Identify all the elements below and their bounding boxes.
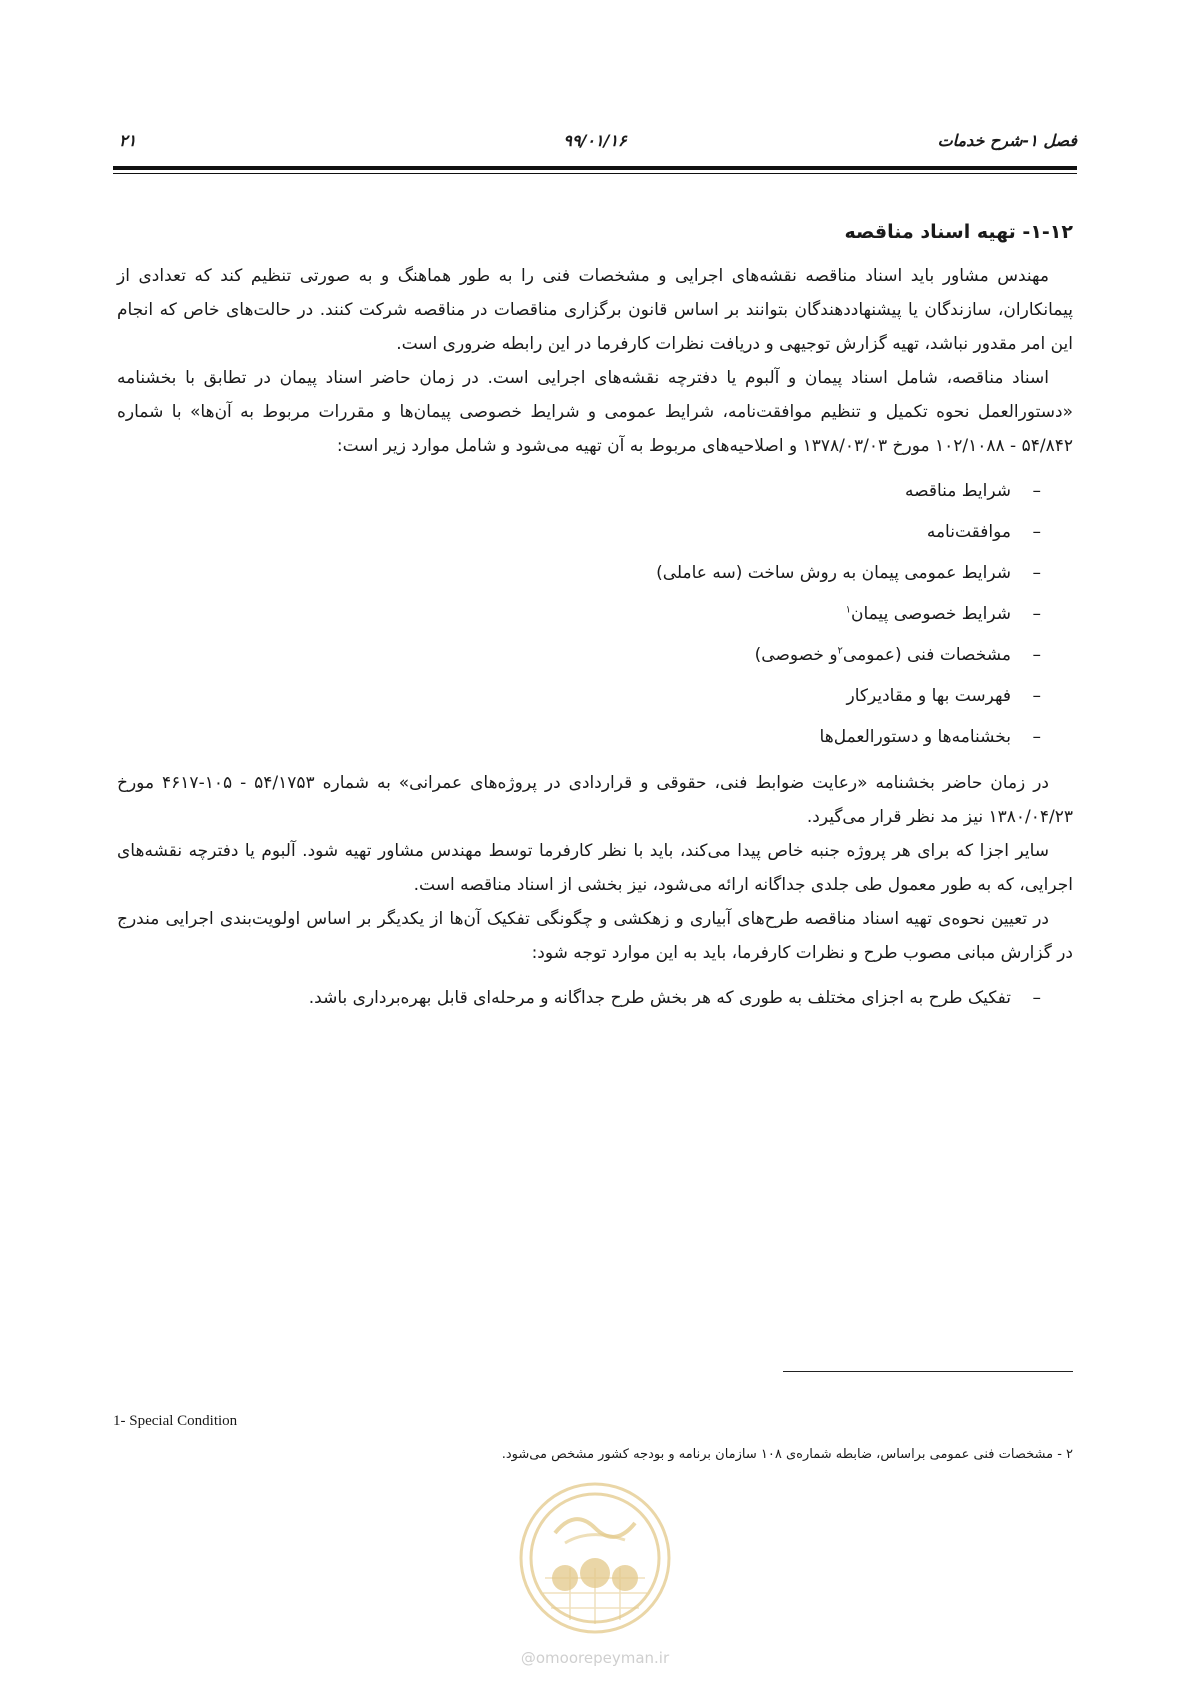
list-item: –شرایط خصوصی پیمان$^۱$	[845, 604, 1041, 624]
paragraph-3: در زمان حاضر بخشنامه «رعایت ضوابط فنی، حقوقی و قراردادی در پروژه‌های عمرانی» به شماره ۵۴/۱۷۵۳ - ۱۰۵-۴۶۱۷ مورخ ۱۳۸۰/۰۴/۲۳ نیز مد نظر قرار می‌گیرد.	[117, 773, 1073, 827]
page-number: ۲۱	[119, 131, 137, 150]
footnote-mark-2: ۲	[837, 645, 843, 657]
watermark-logo-icon	[515, 1478, 675, 1638]
header-date: ۹۹/۰۱/۱۶	[563, 131, 627, 150]
considerations-list	[117, 978, 1073, 1019]
paragraph-4: سایر اجزا که برای هر پروژه جنبه خاص پیدا می‌کند، باید با نظر کارفرما توسط مهندس مشاور تهیه شود. آلبوم یا دفترچه نقشه‌های اجرایی، که به طور معمول طی جلدی جداگانه ارائه می‌شود، نیز بخشی از اسناد مناقصه است.	[117, 841, 1073, 895]
chapter-title: فصل ۱-شرح خدمات	[937, 131, 1077, 150]
header-rule-thick	[113, 166, 1077, 170]
main-content	[117, 215, 1073, 1027]
list-item: –تفکیک طرح به اجزای مختلف به طوری که هر بخش طرح جداگانه و مرحله‌ای قابل بهره‌برداری باشد.	[308, 988, 1041, 1008]
watermark-site: @omoorepeyman.ir	[520, 1649, 670, 1667]
list-item: –بخشنامه‌ها و دستورالعمل‌ها	[819, 727, 1041, 747]
page-header	[113, 125, 1077, 155]
footnote-2: ۲ - مشخصات فنی عمومی براساس، ضابطه شماره‌ی ۱۰۸ سازمان برنامه و بودجه کشور مشخص می‌شود.	[501, 1447, 1073, 1462]
footnote-divider	[783, 1371, 1073, 1372]
header-rule-thin	[113, 173, 1077, 174]
paragraph-1: مهندس مشاور باید اسناد مناقصه نقشه‌های اجرایی و مشخصات فنی را به طور هماهنگ و به صورتی تنظیم کند که تعدادی از پیمانکاران، سازندگان یا پیشنهاددهندگان بتوانند بر اساس قانون برگزاری مناقصات در مناقصه شرکت کنند. در حالت‌های خاص که انجام این امر مقدور نباشد، تهیه گزارش توجیهی و دریافت نظرات کارفرما در این رابطه ضروری است.	[117, 266, 1073, 354]
list-item: –فهرست بها و مقادیرکار	[846, 686, 1041, 706]
paragraph-5: در تعیین نحوه‌ی تهیه اسناد مناقصه طرح‌های آبیاری و زهکشی و چگونگی تفکیک آن‌ها از یکدیگر بر اساس اولویت‌بندی اجرایی مندرج در گزارش مبانی مصوب طرح و نظرات کارفرما، باید به این موارد توجه شود:	[117, 909, 1073, 963]
paragraph-2: اسناد مناقصه، شامل اسناد پیمان و آلبوم یا دفترچه نقشه‌های اجرایی است. در زمان حاضر اسناد پیمان در تطابق با بخشنامه «دستورالعمل نحوه تکمیل و تنظیم موافقت‌نامه، شرایط عمومی و شرایط خصوصی پیمان‌ها و مقررات مربوط به آن‌ها» با شماره ۵۴/۸۴۲ - ۱۰۲/۱۰۸۸ مورخ ۱۳۷۸/۰۳/۰۳ و اصلاحیه‌های مربوط به آن تهیه می‌شود و شامل موارد زیر است:	[117, 368, 1073, 456]
list-item: –مشخصات فنی (عمومی$^۲$و خصوصی)	[754, 645, 1041, 665]
list-item: –شرایط مناقصه	[904, 481, 1041, 501]
tender-documents-list	[117, 471, 1073, 758]
section-title: ۱-۱۲- تهیه اسناد مناقصه	[844, 221, 1073, 243]
list-item: –شرایط عمومی پیمان به روش ساخت (سه عاملی)	[656, 563, 1041, 583]
footnote-mark-1: ۱	[845, 604, 851, 616]
footnote-1: 1- Special Condition	[113, 1413, 238, 1429]
list-item: –موافقت‌نامه	[926, 522, 1041, 542]
